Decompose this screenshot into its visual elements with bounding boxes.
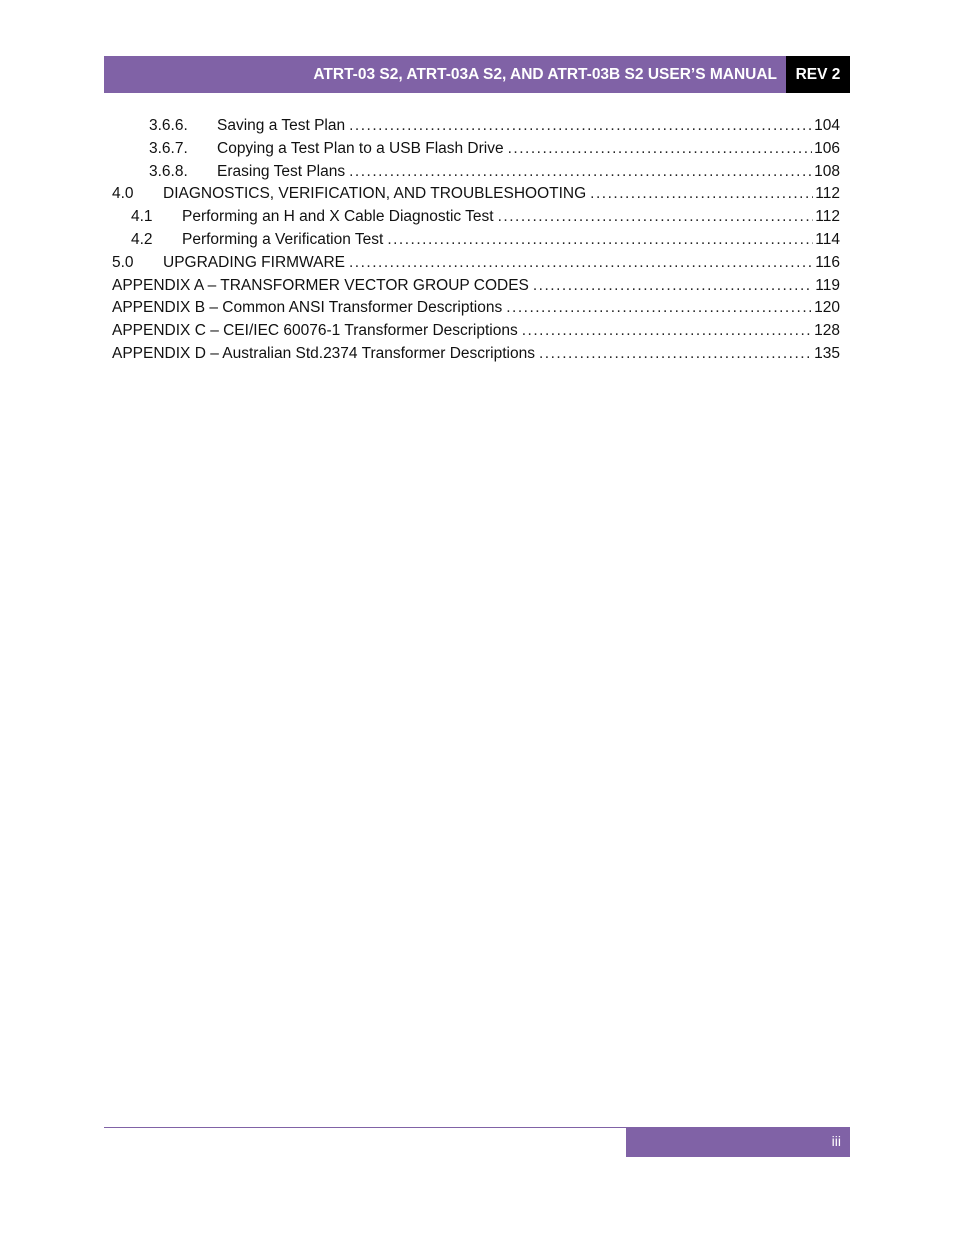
toc-dot-leader [387,229,813,252]
toc-dot-leader [349,161,812,184]
toc-entry-appendix[interactable] [112,320,840,343]
footer-bar [626,1128,850,1157]
toc-entry-title: Performing a Verification Test [182,230,384,248]
table-of-contents [112,115,840,366]
toc-entry[interactable] [112,229,840,252]
toc-entry-title: DIAGNOSTICS, VERIFICATION, AND TROUBLESHOOTING [163,185,587,203]
toc-dot-leader [590,183,813,206]
toc-entry[interactable] [112,138,840,161]
page-number: iii [831,1133,841,1149]
toc-entry[interactable] [112,161,840,184]
toc-entry-title: APPENDIX C – CEI/IEC 60076-1 Transformer Descriptions [112,322,518,340]
toc-entry-number: 4.0 [112,185,134,203]
toc-entry-page: 114 [815,230,840,248]
toc-entry-title: APPENDIX B – Common ANSI Transformer Descriptions [112,299,503,317]
toc-entry-appendix[interactable] [112,343,840,366]
toc-dot-leader [508,138,813,161]
toc-entry-title: APPENDIX A – TRANSFORMER VECTOR GROUP CODES [112,276,529,294]
toc-dot-leader [539,343,812,366]
toc-entry[interactable] [112,183,840,206]
toc-entry-number: 4.1 [131,208,153,226]
toc-entry-number: 3.6.7. [149,139,188,157]
toc-entry-number: 4.2 [131,230,153,248]
toc-entry[interactable] [112,206,840,229]
toc-entry-page: 128 [814,322,840,340]
toc-entry[interactable] [112,115,840,138]
toc-entry-page: 108 [814,162,840,180]
toc-entry-number: 3.6.8. [149,162,188,180]
toc-entry-appendix[interactable] [112,297,840,320]
toc-entry-page: 119 [815,276,840,294]
header-bar [104,56,786,93]
toc-entry-number: 5.0 [112,253,134,271]
toc-entry-appendix[interactable] [112,275,840,298]
toc-dot-leader [349,252,813,275]
toc-dot-leader [349,115,812,138]
toc-entry[interactable] [112,252,840,275]
toc-entry-page: 120 [814,299,840,317]
toc-entry-title: Copying a Test Plan to a USB Flash Drive [217,139,504,157]
revision-badge: REV 2 [786,56,850,93]
toc-entry-page: 112 [815,185,840,203]
toc-dot-leader [506,297,812,320]
toc-entry-page: 112 [815,208,840,226]
toc-entry-page: 106 [814,139,840,157]
document-title: ATRT-03 S2, ATRT-03A S2, AND ATRT-03B S2 USER’S MANUAL [313,66,777,83]
toc-dot-leader [533,275,813,298]
toc-entry-title: Erasing Test Plans [217,162,346,180]
toc-entry-number: 3.6.6. [149,117,188,134]
toc-dot-leader [522,320,812,343]
toc-entry-title: UPGRADING FIRMWARE [163,253,345,271]
toc-entry-page: 104 [814,117,840,134]
toc-entry-title: Performing an H and X Cable Diagnostic Test [182,208,494,226]
toc-entry-page: 135 [814,344,840,362]
toc-entry-title: APPENDIX D – Australian Std.2374 Transformer Descriptions [112,344,535,362]
toc-dot-leader [498,206,814,229]
toc-entry-title: Saving a Test Plan [217,117,346,134]
toc-entry-page: 116 [815,253,840,271]
